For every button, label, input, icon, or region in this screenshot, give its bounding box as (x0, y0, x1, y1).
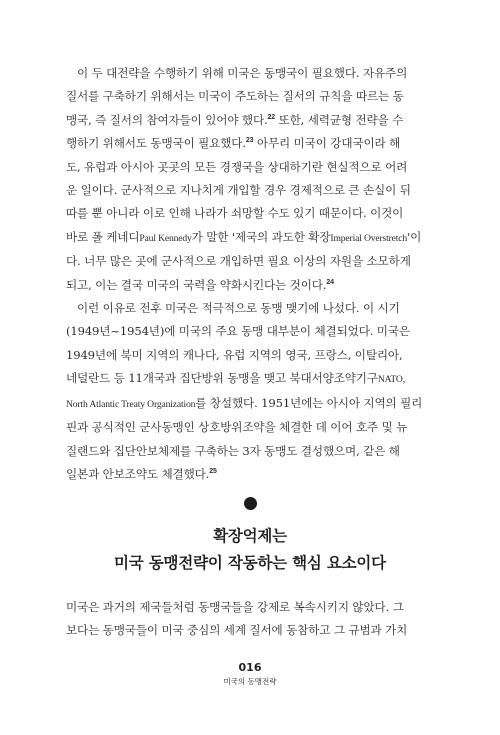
text-segment: 가 말한 '제국의 과도한 확장 (191, 229, 331, 244)
footnote-ref-25[interactable]: 25 (209, 467, 217, 475)
text-segment: 네덜란드 등 11개국과 집단방위 동맹을 맺고 북대서양조약기구 (66, 371, 378, 386)
text-line: 운 일이다. 군사적으로 지나치게 개입할 경우 경제적으로 큰 손실이 뒤 (66, 183, 411, 198)
text-line: 핀과 공식적인 군사동맹인 상호방위조약을 체결한 데 이어 호주 및 뉴 (66, 420, 408, 435)
footnote-ref-24[interactable]: 24 (326, 278, 334, 286)
text-line (66, 463, 438, 486)
text-segment: 되고, 이는 결국 미국의 국력을 약화시킨다는 것이다. (66, 277, 327, 292)
text-line: 이런 이유로 전후 미국은 적극적으로 동맹 맺기에 나섰다. 이 시기 (77, 301, 400, 316)
text-segment: 일본과 안보조약도 체결했다. (66, 466, 210, 481)
text-segment: 아무리 미국이 강대국이라 해 (253, 136, 401, 151)
text-line (66, 109, 438, 132)
text-line (66, 392, 438, 416)
section-heading (0, 497, 500, 577)
text-line: 질랜드와 집단안보체제를 구축하는 3자 동맹도 결성했으며, 같은 해 (66, 443, 400, 458)
page-footer (0, 661, 500, 688)
body-text (66, 62, 438, 486)
footnote-ref-22[interactable]: 22 (267, 113, 276, 121)
text-line: 도, 유럽과 아시아 곳곳의 모든 경쟁국을 상대하기란 현실적으로 어려 (66, 159, 408, 174)
latin-gloss: Imperial Overstretch (330, 232, 408, 244)
text-segment: 맹국, 즉 질서의 참여자들이 있어야 했다. (66, 112, 268, 127)
text-segment: 또한, 세력균형 전략을 수 (275, 112, 404, 127)
bullet-dot-icon (244, 497, 257, 510)
page-number: 016 (238, 661, 262, 674)
paragraph-1 (66, 62, 438, 297)
latin-gloss: North Atlantic Treaty Organization (66, 398, 196, 410)
latin-gloss: NATO, (377, 374, 405, 386)
paragraph-2 (66, 297, 438, 486)
text-line (66, 226, 438, 250)
text-segment: 를 창설했다. 1951년에는 아시아 지역의 필리 (195, 395, 423, 410)
text-line: 보다는 동맹국들이 미국 중심의 세계 질서에 동참하고 그 규범과 가치 (66, 623, 408, 638)
latin-gloss: Paul Kennedy (139, 232, 192, 244)
text-segment: 행하기 위해서도 동맹국이 필요했다. (66, 136, 246, 151)
text-line: 이 두 대전략을 수행하기 위해 미국은 동맹국이 필요했다. 자유주의 (77, 66, 408, 80)
text-segment: 바로 폴 케네디 (66, 229, 140, 244)
running-title: 미국의 동맹전략 (223, 677, 277, 686)
text-line: (1949년~1954년)에 미국의 주요 동맹 대부분이 체결되었다. 미국은 (66, 324, 410, 339)
section-title-line-1: 확장억제는 (213, 527, 287, 545)
text-line: 1949년에 북미 지역의 캐나다, 유럽 지역의 영국, 프랑스, 이탈리아, (66, 347, 403, 362)
text-line (66, 274, 438, 297)
text-line: 질서를 구축하기 위해서는 미국이 주도하는 질서의 규칙을 따르는 동 (66, 89, 404, 104)
text-line (66, 132, 438, 155)
text-segment: '이 (407, 229, 422, 244)
text-line (66, 367, 438, 391)
text-line: 다. 너무 많은 곳에 군사적으로 개입하면 필요 이상의 자원을 소모하게 (66, 254, 411, 269)
section-title-line-2: 미국 동맹전략이 작동하는 핵심 요소이다 (114, 554, 386, 572)
text-line: 미국은 과거의 제국들처럼 동맹국들을 강제로 복속시키지 않았다. 그 (66, 600, 404, 614)
footnote-ref-23[interactable]: 23 (245, 137, 254, 145)
section-body-text (66, 596, 438, 643)
text-line: 따를 뿐 아니라 이로 인해 나라가 쇠망할 수도 있기 때문이다. 이것이 (66, 206, 404, 221)
